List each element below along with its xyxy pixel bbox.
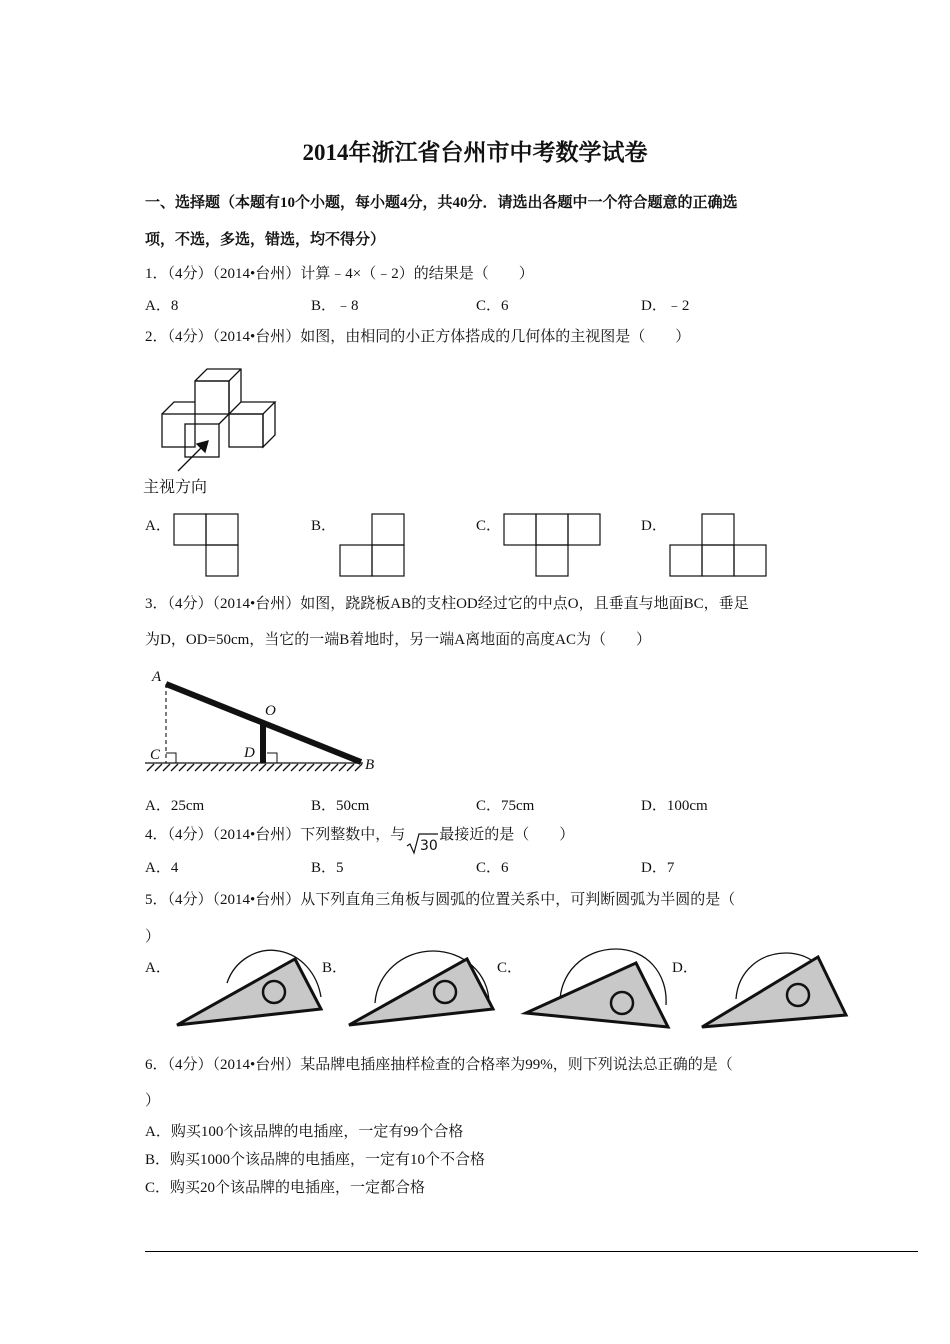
point-label-o: O bbox=[265, 703, 276, 719]
cube-figure bbox=[140, 365, 280, 475]
q2-option-d-figure bbox=[669, 513, 767, 577]
q3-option-b: B．50cm bbox=[311, 798, 370, 814]
q1-option-c: C．6 bbox=[476, 298, 509, 314]
question-2-stem: 2．（4分）（2014•台州）如图，由相同的小正方体搭成的几何体的主视图是（ ） bbox=[145, 329, 691, 345]
q6-option-a: A．购买100个该品牌的电插座，一定有99个合格 bbox=[145, 1124, 464, 1140]
q5-option-a-figure bbox=[175, 945, 325, 1029]
point-label-b: B bbox=[365, 757, 375, 773]
section-heading-line2: 项，不选，多选，错选，均不得分） bbox=[145, 232, 386, 248]
question-6-line2: ） bbox=[145, 1093, 161, 1109]
section-heading-line1: 一、选择题（本题有10个小题，每小题4分，共40分．请选出各题中一个符合题意的正确选 bbox=[145, 195, 738, 211]
q5-option-c-figure bbox=[524, 943, 674, 1029]
question-5-line1: 5．（4分）（2014•台州）从下列直角三角板与圆弧的位置关系中，可判断圆弧为半圆的是（ bbox=[145, 892, 736, 908]
point-label-c: C bbox=[150, 747, 161, 763]
sqrt-radicand: 30 bbox=[420, 838, 439, 854]
q3-option-c: C．75cm bbox=[476, 798, 535, 814]
q5-option-b-figure bbox=[347, 945, 497, 1029]
q2-option-a: A． bbox=[145, 518, 171, 534]
q6-option-c: C．购买20个该品牌的电插座，一定都合格 bbox=[145, 1180, 426, 1196]
point-label-a: A bbox=[152, 669, 162, 685]
sqrt-expression bbox=[406, 833, 438, 855]
seesaw-figure bbox=[143, 664, 383, 779]
question-1-stem: 1．（4分）（2014•台州）计算﹣4×（﹣2）的结果是（ ） bbox=[145, 266, 534, 282]
page-title: 2014年浙江省台州市中考数学试卷 bbox=[302, 140, 648, 165]
q5-option-c: C． bbox=[497, 960, 523, 976]
q3-option-a: A．25cm bbox=[145, 798, 205, 814]
q5-option-d-figure bbox=[700, 945, 850, 1029]
q5-option-b: B． bbox=[322, 960, 348, 976]
question-3-line2: 为D，OD=50cm，当它的一端B着地时，另一端A离地面的高度AC为（ ） bbox=[145, 632, 651, 648]
point-label-d: D bbox=[244, 745, 255, 761]
q6-option-b: B．购买1000个该品牌的电插座，一定有10个不合格 bbox=[145, 1152, 486, 1168]
footer-rule bbox=[145, 1251, 918, 1252]
q2-option-b-figure bbox=[339, 513, 405, 577]
q1-option-d: D．﹣2 bbox=[641, 298, 690, 314]
q4-option-b: B．5 bbox=[311, 860, 344, 876]
question-5-line2: ） bbox=[145, 929, 161, 945]
question-4-text-before: 4．（4分）（2014•台州）下列整数中，与 bbox=[145, 827, 406, 843]
q2-option-c: C． bbox=[476, 518, 502, 534]
q1-option-b: B．﹣8 bbox=[311, 298, 359, 314]
view-direction-caption: 主视方向 bbox=[143, 477, 208, 496]
question-3-line1: 3．（4分）（2014•台州）如图，跷跷板AB的支柱OD经过它的中点O，且垂直与地面BC，垂足 bbox=[145, 596, 749, 612]
q5-option-a: A． bbox=[145, 960, 171, 976]
q3-option-d: D．100cm bbox=[641, 798, 708, 814]
q2-option-b: B． bbox=[311, 518, 337, 534]
q2-option-c-figure bbox=[503, 513, 601, 577]
q4-option-c: C．6 bbox=[476, 860, 509, 876]
question-4-text-after: 最接近的是（ ） bbox=[439, 827, 575, 843]
q5-option-d: D． bbox=[672, 960, 698, 976]
q2-option-d: D． bbox=[641, 518, 667, 534]
q2-option-a-figure bbox=[173, 513, 239, 577]
question-6-line1: 6．（4分）（2014•台州）某品牌电插座抽样检查的合格率为99%，则下列说法总正确的是（ bbox=[145, 1057, 733, 1073]
q4-option-a: A．4 bbox=[145, 860, 179, 876]
question-4-stem bbox=[145, 823, 574, 855]
q4-option-d: D．7 bbox=[641, 860, 675, 876]
q1-option-a: A．8 bbox=[145, 298, 179, 314]
